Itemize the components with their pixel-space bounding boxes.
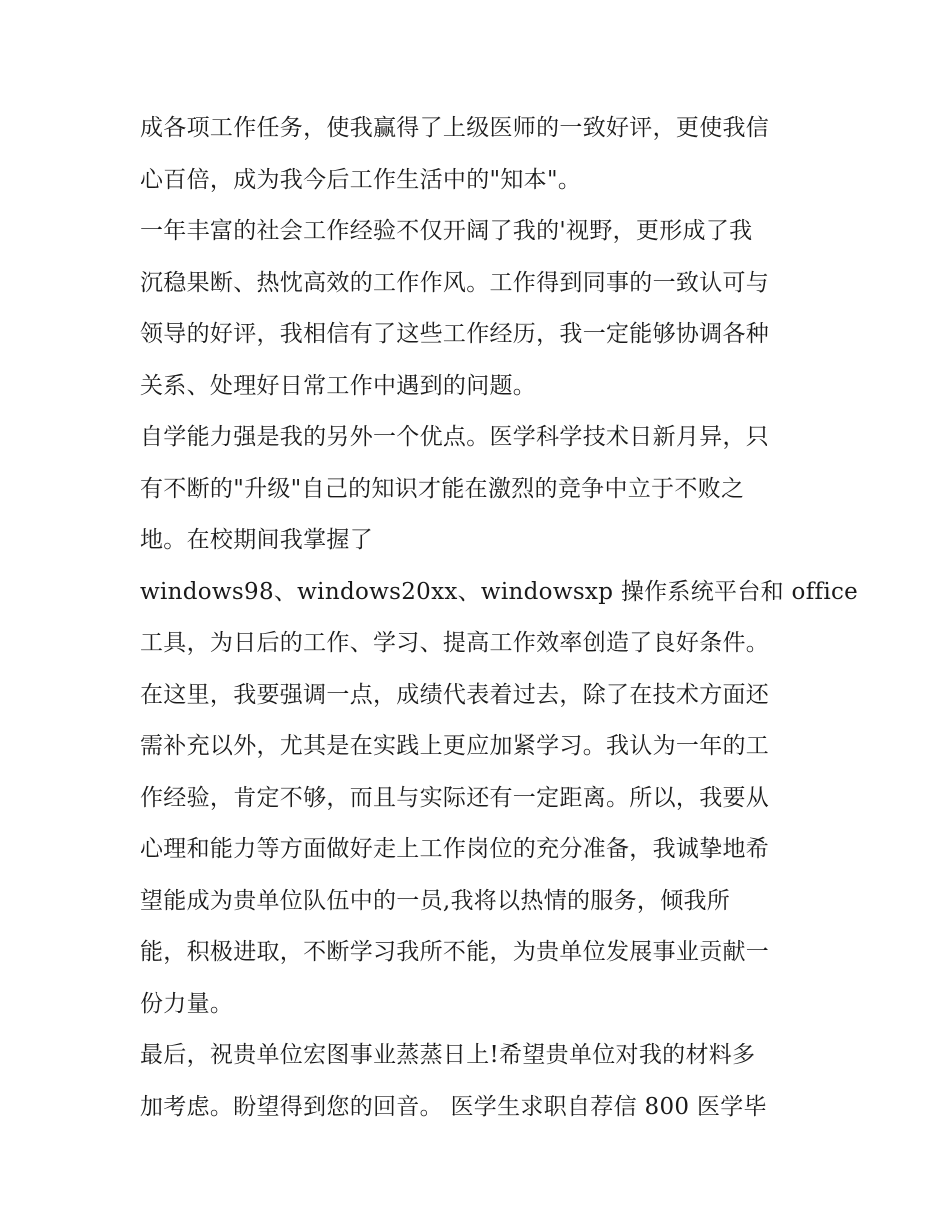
- text-line: 有不断的"升级"自己的知识才能在激烈的竞争中立于不败之: [140, 475, 745, 502]
- text-line: 最后，祝贵单位宏图事业蒸蒸日上!希望贵单位对我的材料多: [140, 1042, 756, 1068]
- text-line: 在这里，我要强调一点，成绩代表着过去，除了在技术方面还: [140, 681, 770, 708]
- text-line: 能，积极进取，不断学习我所不能，为贵单位发展事业贡献一: [140, 939, 770, 965]
- text-line: 需补充以外，尤其是在实践上更应加紧学习。我认为一年的工: [140, 733, 770, 759]
- letter-body: [140, 103, 859, 1133]
- text-line: 关系、处理好日常工作中遇到的问题。: [140, 372, 537, 399]
- text-line: 沉稳果断、热忱高效的工作作风。工作得到同事的一致认可与: [140, 269, 770, 296]
- text-line: 望能成为贵单位队伍中的一员,我将以热情的服务，倾我所: [140, 887, 731, 914]
- text-line: 作经验，肯定不够，而且与实际还有一定距离。所以，我要从: [140, 784, 770, 811]
- text-line: 一年丰富的社会工作经验不仅开阔了我的'视野，更形成了我: [140, 218, 753, 244]
- text-line: 加考虑。盼望得到您的回音。 医学生求职自荐信 800 医学毕: [140, 1093, 767, 1120]
- text-line: 心百倍，成为我今后工作生活中的"知本"。: [140, 166, 582, 193]
- text-line: 心理和能力等方面做好走上工作岗位的充分准备，我诚挚地希: [140, 836, 770, 862]
- text-line: 份力量。: [140, 990, 234, 1017]
- text-line: 地。在校期间我掌握了: [140, 527, 373, 553]
- text-line: 领导的好评，我相信有了这些工作经历，我一定能够协调各种: [140, 321, 770, 347]
- text-line: 自学能力强是我的另外一个优点。医学科学技术日新月异，只: [140, 424, 770, 450]
- text-line: 工具，为日后的工作、学习、提高工作效率创造了良好条件。: [140, 630, 770, 656]
- text-line: windows98、windows20xx、windowsxp 操作系统平台和 office: [140, 578, 859, 605]
- text-line: 成各项工作任务，使我赢得了上级医师的一致好评，更使我信: [140, 115, 770, 141]
